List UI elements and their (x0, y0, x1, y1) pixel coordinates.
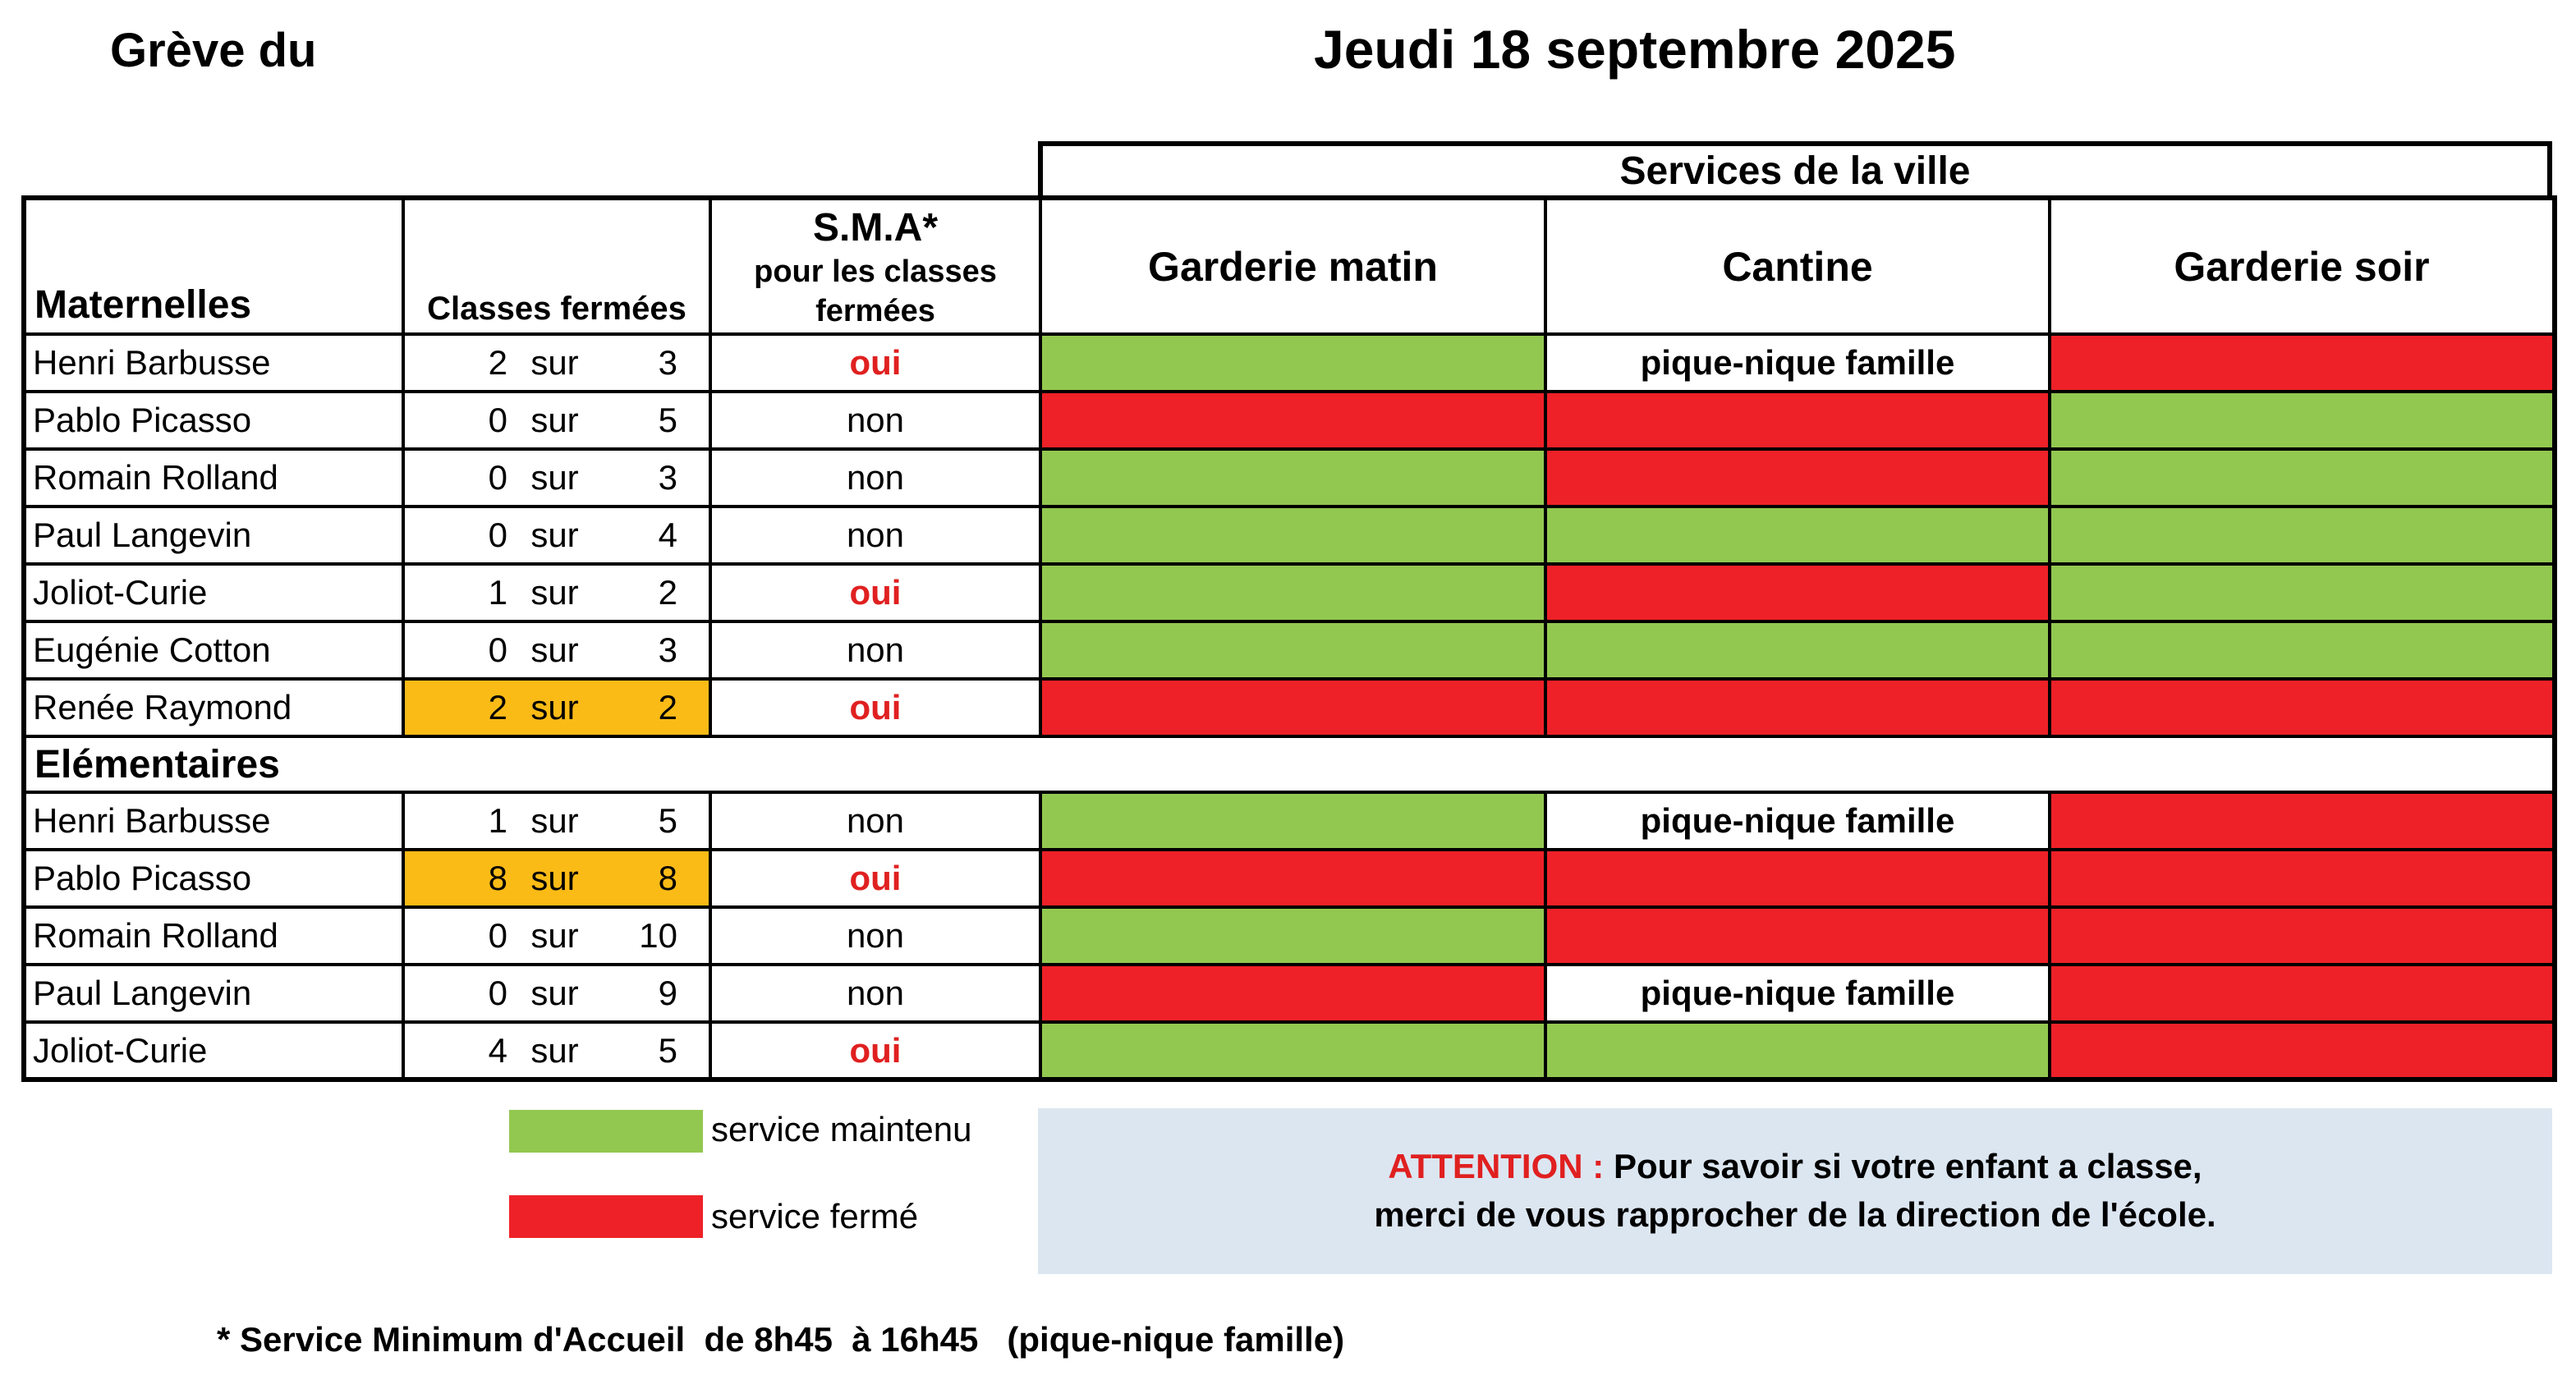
classes-closed-cell (403, 850, 710, 907)
cantine-status (1545, 679, 2050, 736)
sma-status: oui (710, 850, 1040, 907)
attention-line1 (1388, 1143, 2202, 1191)
sma-status: non (710, 507, 1040, 564)
sur-label: sur (530, 458, 579, 497)
table-row (24, 507, 2555, 564)
garderie-soir-status (2050, 679, 2555, 736)
table-row (24, 1022, 2555, 1080)
sma-status: oui (710, 1022, 1040, 1080)
attention-notice (1038, 1108, 2552, 1274)
sma-status: non (710, 965, 1040, 1022)
closed-count: 0 (488, 630, 507, 669)
classes-closed-cell (403, 679, 710, 736)
garderie-matin-status (1040, 965, 1545, 1022)
sur-label: sur (530, 343, 579, 382)
classes-closed-cell (403, 965, 710, 1022)
total-count: 5 (658, 1030, 677, 1070)
cantine-status (1545, 449, 2050, 507)
garderie-soir-status (2050, 449, 2555, 507)
strike-date: Jeudi 18 septembre 2025 (1314, 19, 1956, 80)
school-name: Henri Barbusse (24, 792, 403, 850)
total-count: 2 (658, 688, 677, 727)
cantine-status (1545, 1022, 2050, 1080)
legend-red-swatch (509, 1195, 703, 1238)
total-count: 5 (658, 401, 677, 439)
sur-label: sur (530, 630, 579, 669)
total-count: 2 (658, 573, 677, 612)
garderie-soir-status (2050, 907, 2555, 965)
sma-status: oui (710, 564, 1040, 621)
garderie-matin-status (1040, 792, 1545, 850)
sur-label: sur (530, 801, 579, 840)
garderie-matin-status (1040, 392, 1545, 449)
closed-count: 0 (488, 458, 507, 497)
strike-title: Grève du (110, 24, 317, 77)
total-count: 3 (658, 630, 677, 669)
section-header-maternelles: Maternelles (24, 198, 403, 334)
garderie-soir-status (2050, 334, 2555, 392)
cantine-status (1545, 621, 2050, 679)
school-name: Paul Langevin (24, 507, 403, 564)
classes-closed-cell (403, 449, 710, 507)
table-body (24, 334, 2555, 1080)
total-count: 8 (658, 859, 677, 897)
garderie-soir-status (2050, 392, 2555, 449)
closed-count: 0 (488, 516, 507, 554)
table-row (24, 907, 2555, 965)
classes-closed-cell (403, 334, 710, 392)
garderie-soir-status (2050, 507, 2555, 564)
table-row (24, 334, 2555, 392)
cantine-status (1545, 850, 2050, 907)
total-count: 9 (658, 974, 677, 1012)
legend-green-swatch (509, 1110, 703, 1153)
closed-count: 4 (488, 1030, 507, 1070)
garderie-matin-status (1040, 507, 1545, 564)
total-count: 3 (658, 458, 677, 497)
total-count: 10 (639, 916, 677, 955)
table-row (24, 850, 2555, 907)
garderie-matin-status (1040, 449, 1545, 507)
closed-count: 0 (488, 974, 507, 1012)
sur-label: sur (530, 516, 579, 554)
garderie-soir-status (2050, 1022, 2555, 1080)
column-header-cantine: Cantine (1545, 198, 2050, 334)
garderie-matin-status (1040, 621, 1545, 679)
closed-count: 8 (488, 859, 507, 897)
cantine-status (1545, 907, 2050, 965)
school-name: Eugénie Cotton (24, 621, 403, 679)
attention-text-line2: merci de vous rapprocher de la direction de l'école. (1374, 1195, 2216, 1234)
sma-status: non (710, 392, 1040, 449)
sma-subtitle-line2: fermées (815, 293, 935, 328)
garderie-matin-status (1040, 1022, 1545, 1080)
sma-status: oui (710, 334, 1040, 392)
cantine-status: pique-nique famille (1545, 792, 2050, 850)
classes-closed-cell (403, 507, 710, 564)
table-row (24, 621, 2555, 679)
table-row (24, 792, 2555, 850)
sur-label: sur (530, 916, 579, 955)
total-count: 3 (658, 343, 677, 382)
attention-lead: ATTENTION : (1388, 1147, 1605, 1186)
school-name: Henri Barbusse (24, 334, 403, 392)
sma-status: non (710, 449, 1040, 507)
school-name: Paul Langevin (24, 965, 403, 1022)
garderie-matin-status (1040, 679, 1545, 736)
sma-status: non (710, 621, 1040, 679)
classes-closed-cell (403, 564, 710, 621)
school-name: Pablo Picasso (24, 392, 403, 449)
column-header-classes-fermees: Classes fermées (403, 198, 710, 334)
sma-status: non (710, 792, 1040, 850)
garderie-matin-status (1040, 850, 1545, 907)
column-header-garderie-soir: Garderie soir (2050, 198, 2555, 334)
classes-closed-cell (403, 621, 710, 679)
table-row (24, 392, 2555, 449)
school-name: Romain Rolland (24, 907, 403, 965)
closed-count: 2 (488, 688, 507, 727)
school-name: Joliot-Curie (24, 1022, 403, 1080)
attention-text-line1: Pour savoir si votre enfant a classe, (1613, 1147, 2202, 1186)
garderie-matin-status (1040, 564, 1545, 621)
cantine-status: pique-nique famille (1545, 334, 2050, 392)
legend-green-label: service maintenu (711, 1110, 972, 1148)
school-name: Joliot-Curie (24, 564, 403, 621)
garderie-soir-status (2050, 965, 2555, 1022)
sma-status: non (710, 907, 1040, 965)
sur-label: sur (530, 688, 579, 727)
classes-closed-cell (403, 792, 710, 850)
sma-subtitle-line1: pour les classes (754, 254, 997, 289)
sma-title: S.M.A* (812, 206, 938, 250)
garderie-soir-status (2050, 564, 2555, 621)
school-name: Pablo Picasso (24, 850, 403, 907)
cantine-status: pique-nique famille (1545, 965, 2050, 1022)
sma-footnote: * Service Minimum d'Accueil de 8h45 à 16h45 (pique-nique famille) (217, 1320, 1345, 1359)
legend-red-label: service fermé (711, 1197, 919, 1235)
garderie-soir-status (2050, 850, 2555, 907)
table-row (24, 679, 2555, 736)
classes-closed-cell (403, 907, 710, 965)
sur-label: sur (530, 859, 579, 897)
strike-schedule-table (21, 195, 2557, 1082)
school-name: Renée Raymond (24, 679, 403, 736)
garderie-matin-status (1040, 334, 1545, 392)
closed-count: 0 (488, 916, 507, 955)
sur-label: sur (530, 573, 579, 612)
garderie-matin-status (1040, 907, 1545, 965)
column-header-garderie-matin: Garderie matin (1040, 198, 1545, 334)
services-band-header: Services de la ville (1038, 141, 2552, 195)
sur-label: sur (530, 401, 579, 439)
closed-count: 2 (488, 343, 507, 382)
garderie-soir-status (2050, 621, 2555, 679)
total-count: 5 (658, 801, 677, 840)
closed-count: 1 (488, 573, 507, 612)
closed-count: 0 (488, 401, 507, 439)
sur-label: sur (530, 1030, 579, 1070)
classes-closed-cell (403, 392, 710, 449)
table-row (24, 965, 2555, 1022)
section-header-elmentaires: Elémentaires (24, 736, 2555, 792)
table-row (24, 564, 2555, 621)
table-row (24, 449, 2555, 507)
classes-closed-cell (403, 1022, 710, 1080)
column-header-sma (710, 198, 1040, 334)
cantine-status (1545, 392, 2050, 449)
section-row (24, 736, 2555, 792)
total-count: 4 (658, 516, 677, 554)
cantine-status (1545, 564, 2050, 621)
sur-label: sur (530, 974, 579, 1012)
closed-count: 1 (488, 801, 507, 840)
sma-status: oui (710, 679, 1040, 736)
school-name: Romain Rolland (24, 449, 403, 507)
garderie-soir-status (2050, 792, 2555, 850)
column-header-row (24, 198, 2555, 334)
cantine-status (1545, 507, 2050, 564)
